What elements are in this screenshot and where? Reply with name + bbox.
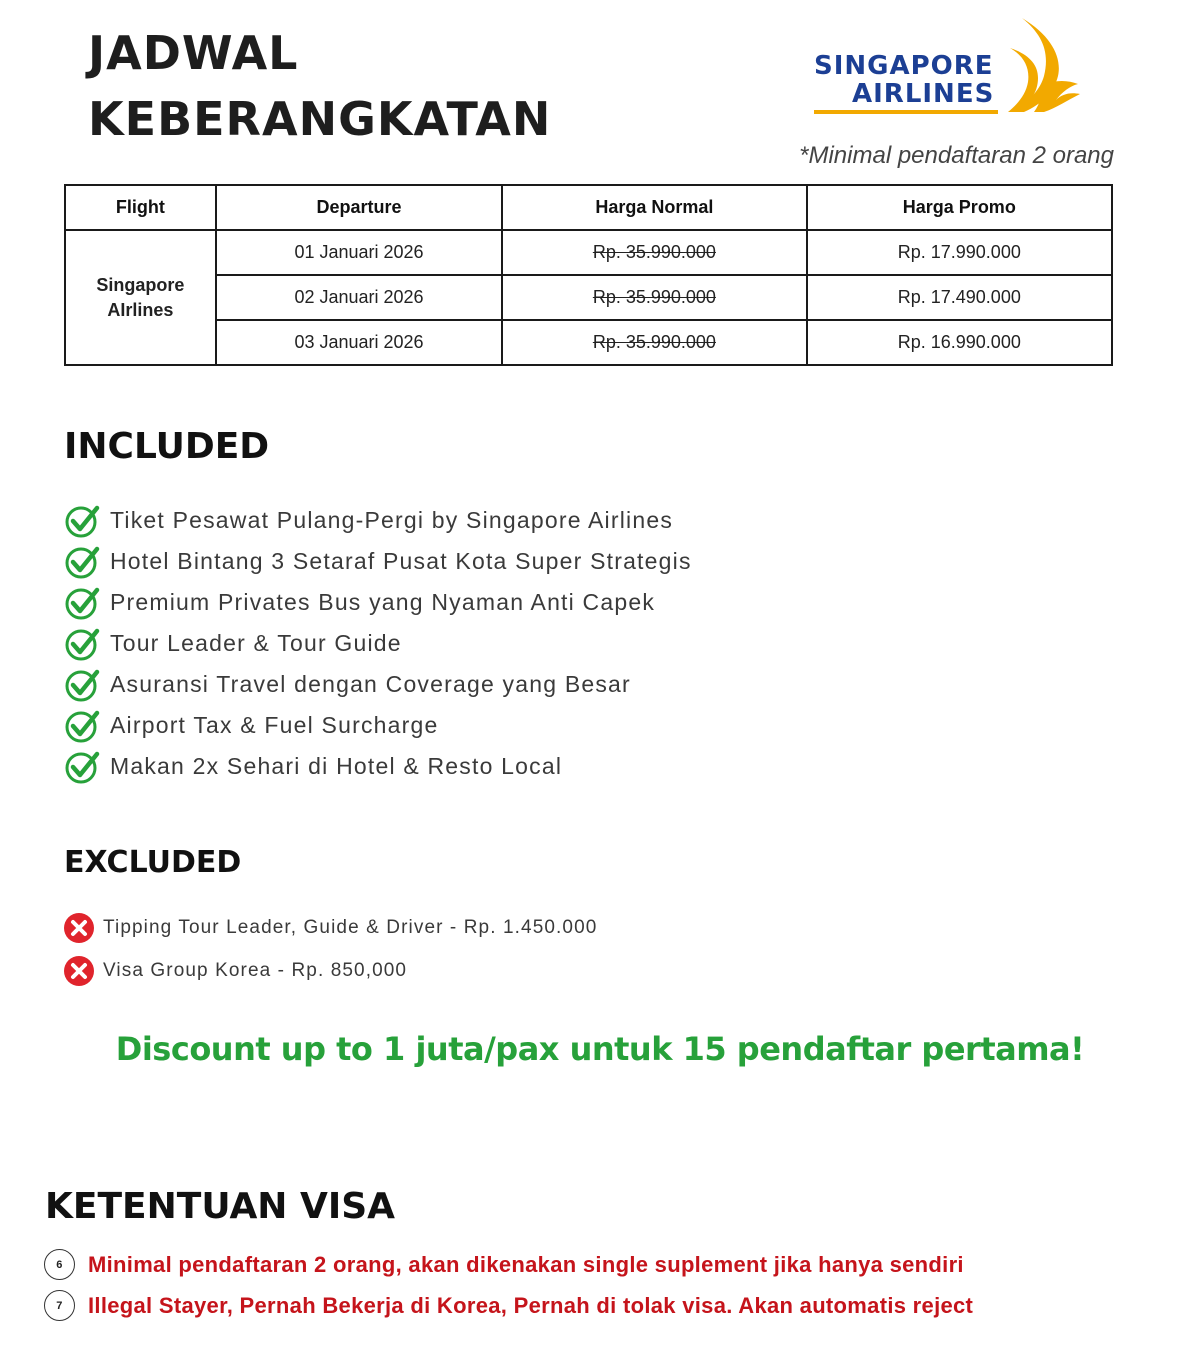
list-item [64,664,692,705]
number-badge: 7 [44,1290,75,1321]
flight-line-2: AIrlines [107,299,174,320]
singapore-airlines-logo [808,14,1088,124]
page-title [88,20,551,152]
check-circle-icon [64,585,100,621]
discount-banner: Discount up to 1 juta/pax untuk 15 pendaftar pertama! [115,1030,1085,1068]
col-header-departure: Departure [216,185,502,230]
number-badge: 6 [44,1249,75,1280]
logo-underline [814,110,998,114]
minimum-registration-note: *Minimal pendaftaran 2 orang [799,142,1114,169]
table-row [65,275,1112,320]
departure-date: 03 Januari 2026 [216,320,502,365]
included-item-text: Tiket Pesawat Pulang-Pergi by Singapore Airlines [110,507,674,533]
flight-line-1: Singapore [96,274,185,295]
included-heading: INCLUDED [64,426,270,467]
list-item [64,582,692,623]
check-circle-icon [64,626,100,662]
logo-line-1: SINGAPORE [814,51,994,81]
title-line-2: KEBERANGKATAN [88,92,552,146]
included-item-text: Asuransi Travel dengan Coverage yang Besar [110,671,631,697]
logo-wordmark [814,52,994,108]
flight-cell [65,230,216,365]
included-item-text: Premium Privates Bus yang Nyaman Anti Capek [110,589,656,615]
title-line-1: JADWAL [88,26,299,80]
excluded-item-text: Tipping Tour Leader, Guide & Driver - Rp. 1.450.000 [103,916,598,938]
visa-requirement-text: Minimal pendaftaran 2 orang, akan dikenakan single suplement jika hanya sendiri [88,1251,964,1277]
excluded-list [63,906,597,992]
visa-heading: KETENTUAN VISA [45,1186,396,1227]
schedule-table [64,184,1113,366]
list-item [64,541,692,582]
included-item-text: Makan 2x Sehari di Hotel & Resto Local [110,753,563,779]
col-header-promo-price: Harga Promo [807,185,1112,230]
table-header-row [65,185,1112,230]
cross-circle-icon [63,955,95,987]
list-item [63,906,597,949]
table-row [65,320,1112,365]
list-item [64,746,692,787]
table-row [65,230,1112,275]
list-item [64,500,692,541]
col-header-normal-price: Harga Normal [502,185,806,230]
list-item [44,1285,973,1326]
included-item-text: Tour Leader & Tour Guide [110,630,402,656]
excluded-item-text: Visa Group Korea - Rp. 850,000 [103,959,408,981]
check-circle-icon [64,749,100,785]
logo-line-2: AIRLINES [852,79,995,109]
normal-price: Rp. 35.990.000 [502,230,806,275]
excluded-heading: EXCLUDED [64,845,242,880]
bird-icon [1004,14,1084,118]
visa-requirement-text: Illegal Stayer, Pernah Bekerja di Korea, Pernah di tolak visa. Akan automatis reject [88,1292,974,1318]
included-item-text: Hotel Bintang 3 Setaraf Pusat Kota Super Strategis [110,548,692,574]
list-item [64,623,692,664]
normal-price: Rp. 35.990.000 [502,275,806,320]
promo-price: Rp. 17.490.000 [807,275,1112,320]
check-circle-icon [64,544,100,580]
list-item [63,949,597,992]
check-circle-icon [64,667,100,703]
check-circle-icon [64,503,100,539]
list-item [44,1244,973,1285]
check-circle-icon [64,708,100,744]
col-header-flight: Flight [65,185,216,230]
included-item-text: Airport Tax & Fuel Surcharge [110,712,439,738]
list-item [64,705,692,746]
departure-date: 02 Januari 2026 [216,275,502,320]
included-list [64,500,692,787]
normal-price: Rp. 35.990.000 [502,320,806,365]
cross-circle-icon [63,912,95,944]
promo-price: Rp. 17.990.000 [807,230,1112,275]
departure-date: 01 Januari 2026 [216,230,502,275]
visa-requirements-list [44,1244,973,1326]
promo-price: Rp. 16.990.000 [807,320,1112,365]
